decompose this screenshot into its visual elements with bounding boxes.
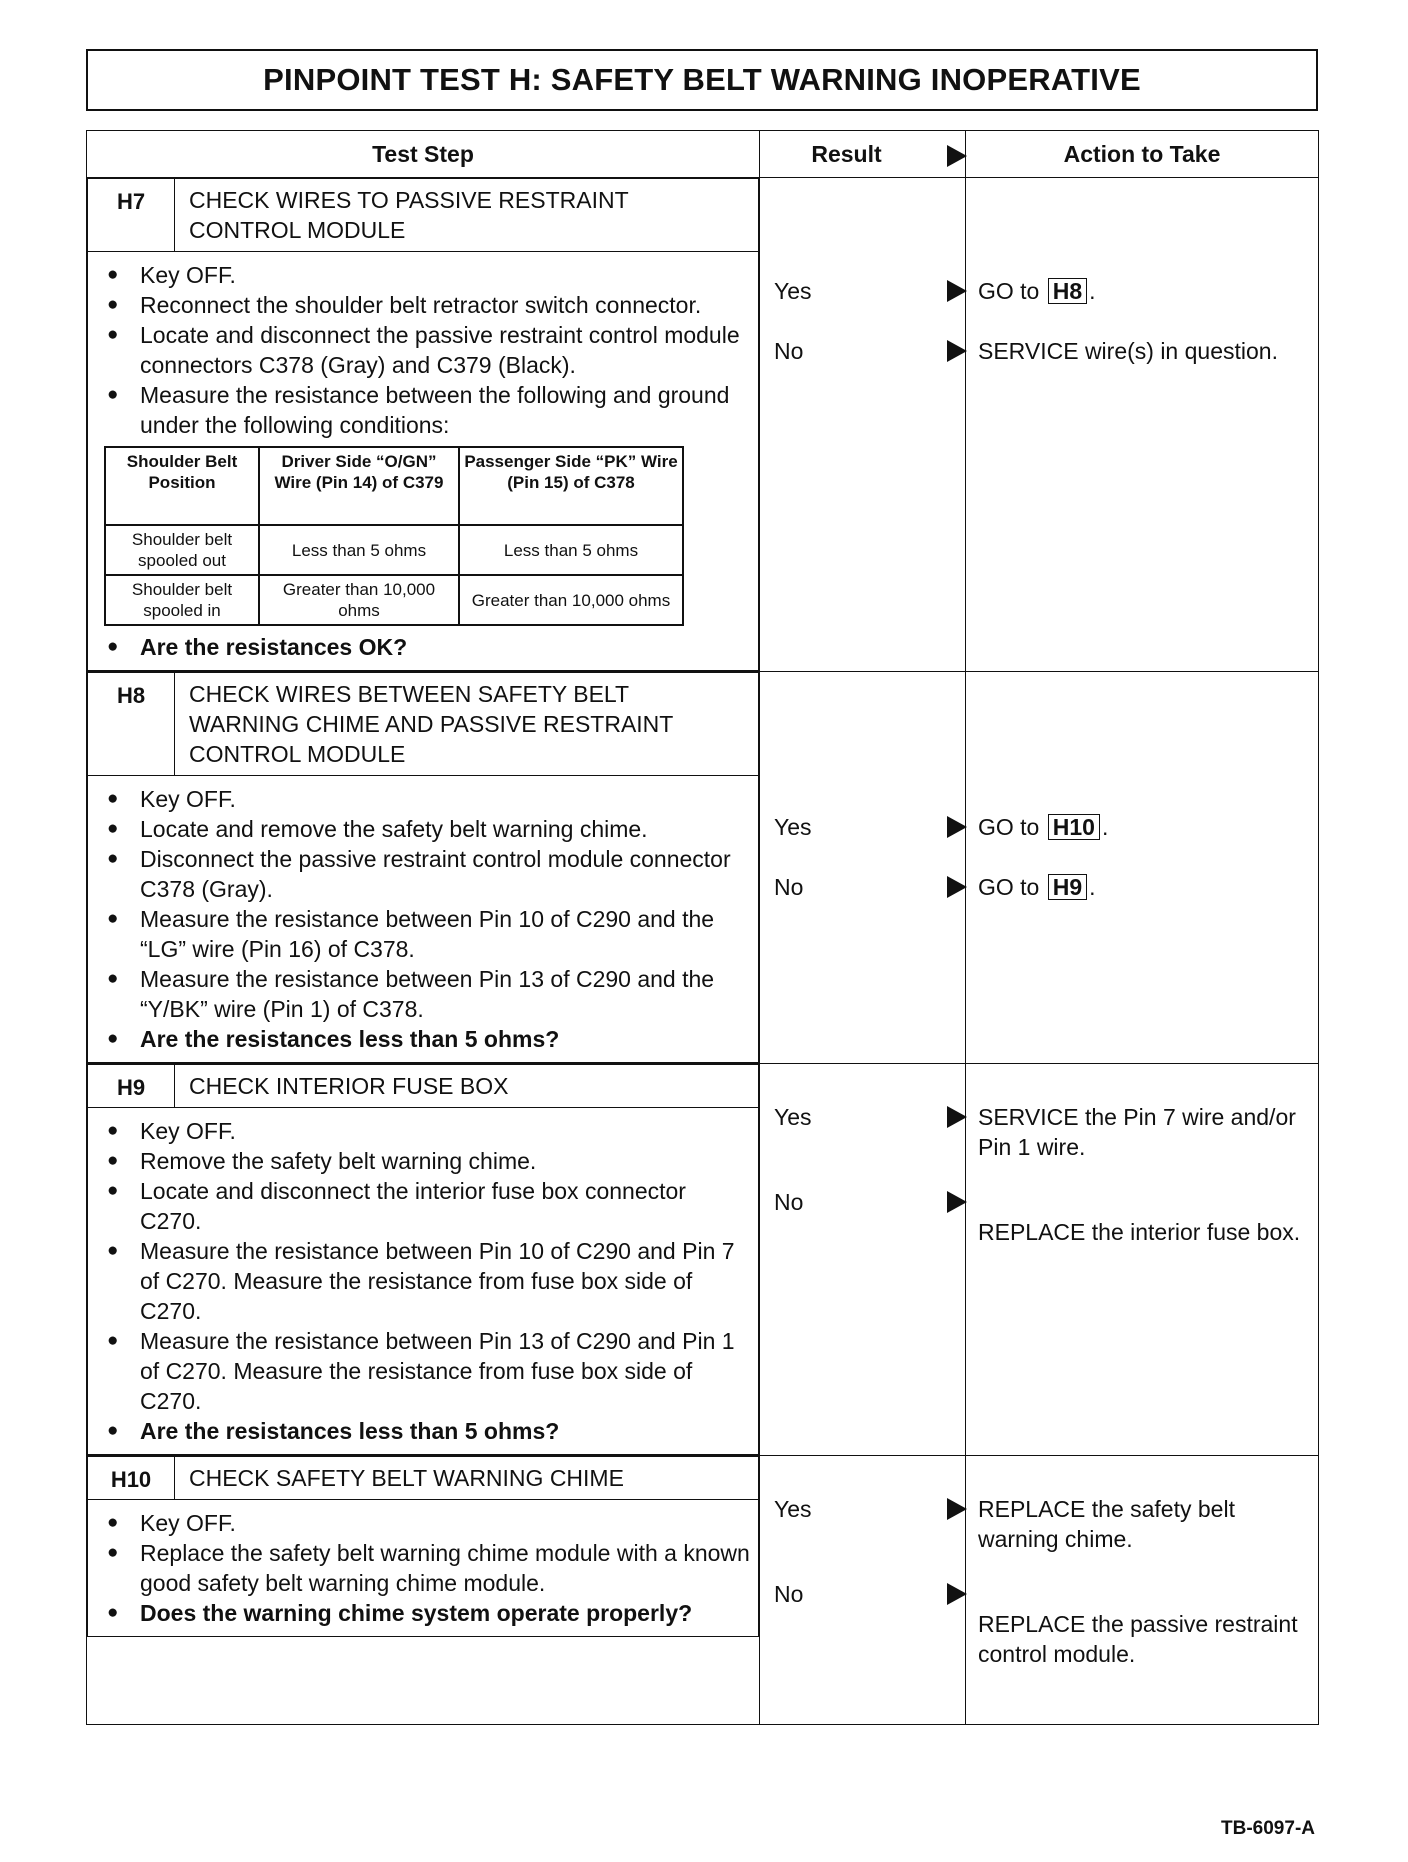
spec-header-cell: Shoulder Belt Position (105, 447, 259, 525)
spec-cell: Less than 5 ohms (259, 525, 459, 575)
spec-header-cell: Driver Side “O/GN” Wire (Pin 14) of C379 (259, 447, 459, 525)
step-question: ● Are the resistances less than 5 ohms? (104, 1024, 750, 1054)
result-yes (760, 1102, 965, 1132)
instruction-item: ● Measure the resistance between Pin 13 of C290 and the “Y/BK” wire (Pin 1) of C378. (104, 964, 750, 1024)
result-label: Yes (774, 1104, 812, 1130)
action-text: REPLACE the interior fuse box. (978, 1219, 1301, 1245)
step-row-h8 (87, 672, 1319, 1064)
instruction-item: ● Key OFF. (104, 260, 750, 290)
step-title: CHECK WIRES BETWEEN SAFETY BELT WARNING CHIME AND PASSIVE RESTRAINT CONTROL MODULE (175, 673, 759, 776)
step-question: ● Are the resistances OK? (104, 632, 750, 662)
action-text: GO to (978, 874, 1040, 900)
step-title: CHECK SAFETY BELT WARNING CHIME (175, 1457, 759, 1500)
action-item (966, 872, 1318, 902)
action-text: SERVICE wire(s) in question. (978, 338, 1278, 364)
step-id: H10 (88, 1457, 175, 1500)
arrow-right-icon (947, 816, 967, 838)
arrow-right-icon (947, 1498, 967, 1520)
action-cell (966, 672, 1319, 1064)
header-test-step: Test Step (87, 131, 760, 178)
spec-cell: Less than 5 ohms (459, 525, 683, 575)
step-title: CHECK WIRES TO PASSIVE RESTRAINT CONTROL MODULE (175, 179, 759, 252)
action-item (966, 812, 1318, 842)
step-row-h7 (87, 178, 1319, 672)
result-label: No (774, 338, 804, 364)
arrow-right-icon (947, 280, 967, 302)
action-item (966, 1609, 1318, 1669)
step-instructions (104, 784, 750, 1024)
action-cell (966, 1456, 1319, 1725)
arrow-right-icon (947, 1106, 967, 1128)
action-text: REPLACE the passive restraint control module. (978, 1611, 1298, 1667)
result-no (760, 336, 965, 366)
step-title: CHECK INTERIOR FUSE BOX (175, 1065, 759, 1108)
arrow-right-icon (947, 1191, 967, 1213)
result-no (760, 1187, 965, 1217)
resistance-spec-table (104, 446, 684, 626)
header-result (760, 131, 966, 178)
result-label: No (774, 1581, 804, 1607)
figure-code: TB-6097-A (1221, 1818, 1315, 1839)
action-text: REPLACE the safety belt warning chime. (978, 1496, 1235, 1552)
action-text: GO to (978, 278, 1040, 304)
instruction-item: ● Key OFF. (104, 1508, 750, 1538)
arrow-right-icon (947, 340, 967, 362)
step-reference: H8 (1048, 278, 1087, 304)
instruction-item: ● Measure the resistance between the following and ground under the following conditions: (104, 380, 750, 440)
spec-cell: Shoulder belt spooled out (105, 525, 259, 575)
instruction-item: ● Key OFF. (104, 784, 750, 814)
action-cell (966, 178, 1319, 672)
instruction-item: ● Replace the safety belt warning chime module with a known good safety belt warning chime module. (104, 1538, 750, 1598)
step-question: ● Does the warning chime system operate properly? (104, 1598, 750, 1628)
arrow-right-icon (947, 145, 967, 167)
step-row-h9 (87, 1064, 1319, 1456)
result-cell (760, 1064, 966, 1456)
instruction-item: ● Measure the resistance between Pin 10 of C290 and the “LG” wire (Pin 16) of C378. (104, 904, 750, 964)
spec-cell: Greater than 10,000 ohms (459, 575, 683, 625)
step-id: H8 (88, 673, 175, 776)
action-item (966, 1494, 1318, 1554)
test-step-cell (87, 1064, 760, 1456)
pinpoint-test-table (86, 130, 1319, 1725)
step-question: ● Are the resistances less than 5 ohms? (104, 1416, 750, 1446)
result-cell (760, 1456, 966, 1725)
spec-row (105, 575, 683, 625)
result-label: No (774, 874, 804, 900)
step-id: H9 (88, 1065, 175, 1108)
action-cell (966, 1064, 1319, 1456)
spec-cell: Greater than 10,000 ohms (259, 575, 459, 625)
test-step-cell (87, 672, 760, 1064)
instruction-item: ● Locate and remove the safety belt warning chime. (104, 814, 750, 844)
step-instructions (104, 260, 750, 440)
spec-row (105, 525, 683, 575)
result-yes (760, 812, 965, 842)
spec-cell: Shoulder belt spooled in (105, 575, 259, 625)
action-suffix: . (1089, 278, 1096, 304)
arrow-right-icon (947, 1583, 967, 1605)
result-label: Yes (774, 814, 812, 840)
result-label: No (774, 1189, 804, 1215)
result-label: Yes (774, 278, 812, 304)
action-text: GO to (978, 814, 1040, 840)
test-step-cell (87, 1456, 760, 1725)
instruction-item: ● Measure the resistance between Pin 13 of C290 and Pin 1 of C270. Measure the resistance from fuse box side of C270. (104, 1326, 750, 1416)
result-yes (760, 276, 965, 306)
result-cell (760, 672, 966, 1064)
test-step-cell (87, 178, 760, 672)
action-text: SERVICE the Pin 7 wire and/or Pin 1 wire. (978, 1104, 1296, 1160)
instruction-item: ● Remove the safety belt warning chime. (104, 1146, 750, 1176)
action-suffix: . (1089, 874, 1096, 900)
instruction-item: ● Key OFF. (104, 1116, 750, 1146)
instruction-item: ● Disconnect the passive restraint control module connector C378 (Gray). (104, 844, 750, 904)
result-yes (760, 1494, 965, 1524)
result-no (760, 1579, 965, 1609)
step-row-h10 (87, 1456, 1319, 1725)
header-result-label: Result (811, 140, 882, 167)
result-label: Yes (774, 1496, 812, 1522)
step-instructions (104, 1116, 750, 1416)
instruction-item: ● Locate and disconnect the passive restraint control module connectors C378 (Gray) and C379 (Black). (104, 320, 750, 380)
action-item (966, 276, 1318, 306)
step-id: H7 (88, 179, 175, 252)
instruction-item: ● Measure the resistance between Pin 10 of C290 and Pin 7 of C270. Measure the resistance from fuse box side of C270. (104, 1236, 750, 1326)
action-item (966, 336, 1318, 366)
instruction-item: ● Locate and disconnect the interior fuse box connector C270. (104, 1176, 750, 1236)
instruction-item: ● Reconnect the shoulder belt retractor switch connector. (104, 290, 750, 320)
action-suffix: . (1101, 814, 1109, 840)
action-item (966, 1102, 1318, 1162)
header-action: Action to Take (966, 131, 1319, 178)
table-header-row (87, 131, 1319, 178)
arrow-right-icon (947, 876, 967, 898)
step-instructions (104, 1508, 750, 1598)
result-no (760, 872, 965, 902)
spec-header-cell: Passenger Side “PK” Wire (Pin 15) of C378 (459, 447, 683, 525)
page-title: PINPOINT TEST H: SAFETY BELT WARNING INOPERATIVE (86, 49, 1318, 111)
action-item (966, 1217, 1318, 1247)
result-cell (760, 178, 966, 672)
step-reference: H10 (1048, 814, 1100, 840)
step-reference: H9 (1048, 874, 1087, 900)
